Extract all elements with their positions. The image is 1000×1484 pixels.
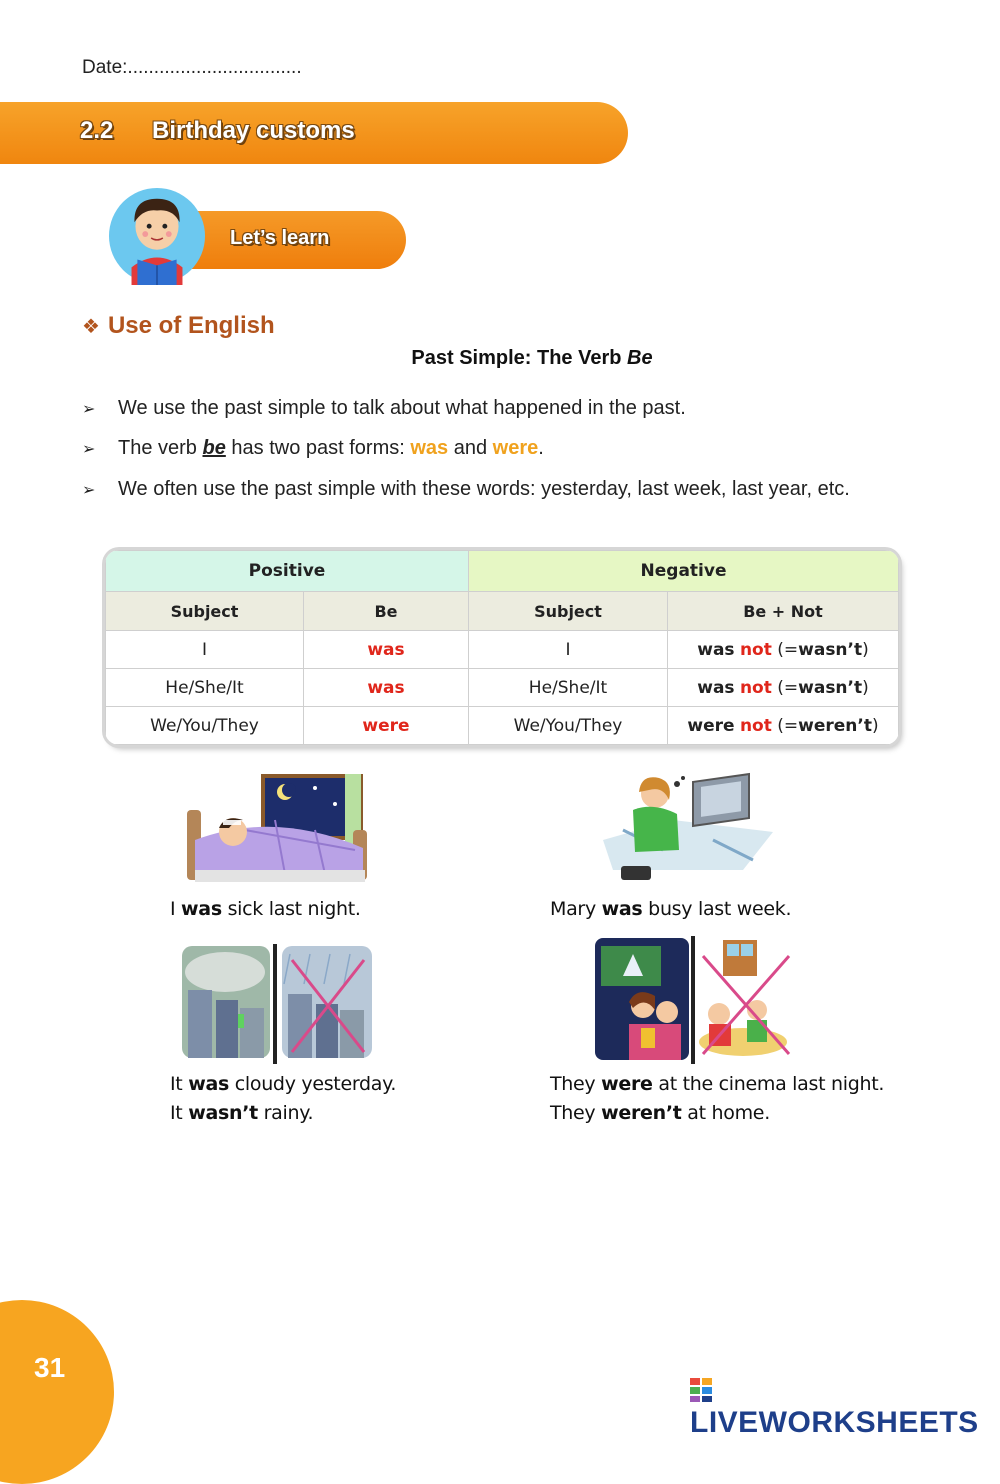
subject-header: Subject (469, 592, 668, 631)
bullet-item: ➢ The verb be has two past forms: was and were. (82, 437, 544, 459)
arrow-bullet-icon: ➢ (82, 441, 96, 458)
subject-header: Subject (106, 592, 304, 631)
section-banner (0, 102, 628, 164)
be-cell: was (304, 669, 469, 707)
liveworksheets-logo: LIVEWORKSHEETS (690, 1372, 1000, 1440)
table-row (106, 669, 899, 707)
negative-header: Negative (469, 551, 899, 592)
cinema-image (593, 936, 793, 1064)
bullet-item: ➢ We often use the past simple with these words: yesterday, last week, last year, etc. (82, 478, 850, 500)
past-simple-table (105, 550, 899, 745)
be-header: Be (304, 592, 469, 631)
lets-learn-label: Let’s learn (230, 227, 330, 249)
subject-cell: We/You/They (106, 707, 304, 745)
section-title: Birthday customs (152, 117, 355, 144)
be-cell: was (304, 631, 469, 669)
liveworksheets-logo-icon (690, 1378, 712, 1402)
subject-cell: I (469, 631, 668, 669)
caption-cloudy: It was cloudy yesterday. (170, 1073, 397, 1095)
diamond-bullet-icon: ❖ (82, 316, 100, 338)
table-row (106, 707, 899, 745)
table-row (106, 631, 899, 669)
grammar-subtitle: Past Simple: The Verb Be (411, 347, 653, 369)
boy-reading-icon (108, 187, 206, 285)
arrow-bullet-icon: ➢ (82, 482, 96, 499)
subject-cell: He/She/It (469, 669, 668, 707)
arrow-bullet-icon: ➢ (82, 401, 96, 418)
be-cell: were (304, 707, 469, 745)
page-corner (0, 1300, 114, 1484)
section-number: 2.2 (80, 117, 114, 144)
caption-cinema: They were at the cinema last night. (550, 1073, 885, 1095)
weather-image (180, 944, 375, 1064)
caption-not-home: They weren’t at home. (550, 1102, 770, 1124)
caption-busy: Mary was busy last week. (550, 898, 792, 920)
subject-cell: We/You/They (469, 707, 668, 745)
page-number: 31 (34, 1352, 66, 1383)
positive-header: Positive (106, 551, 469, 592)
date-line: Date:................................. (82, 57, 302, 78)
be-not-cell: were not (=weren’t) (668, 707, 899, 745)
caption-sick: I was sick last night. (170, 898, 361, 920)
bullet-item: ➢ We use the past simple to talk about what happened in the past. (82, 397, 686, 419)
use-of-english-heading: ❖ Use of English (82, 312, 275, 339)
subject-cell: He/She/It (106, 669, 304, 707)
subject-cell: I (106, 631, 304, 669)
be-not-header: Be + Not (668, 592, 899, 631)
be-not-cell: was not (=wasn’t) (668, 631, 899, 669)
sick-in-bed-image (185, 770, 370, 888)
caption-not-rainy: It wasn’t rainy. (170, 1102, 314, 1124)
be-not-cell: was not (=wasn’t) (668, 669, 899, 707)
busy-woman-image (593, 770, 783, 888)
